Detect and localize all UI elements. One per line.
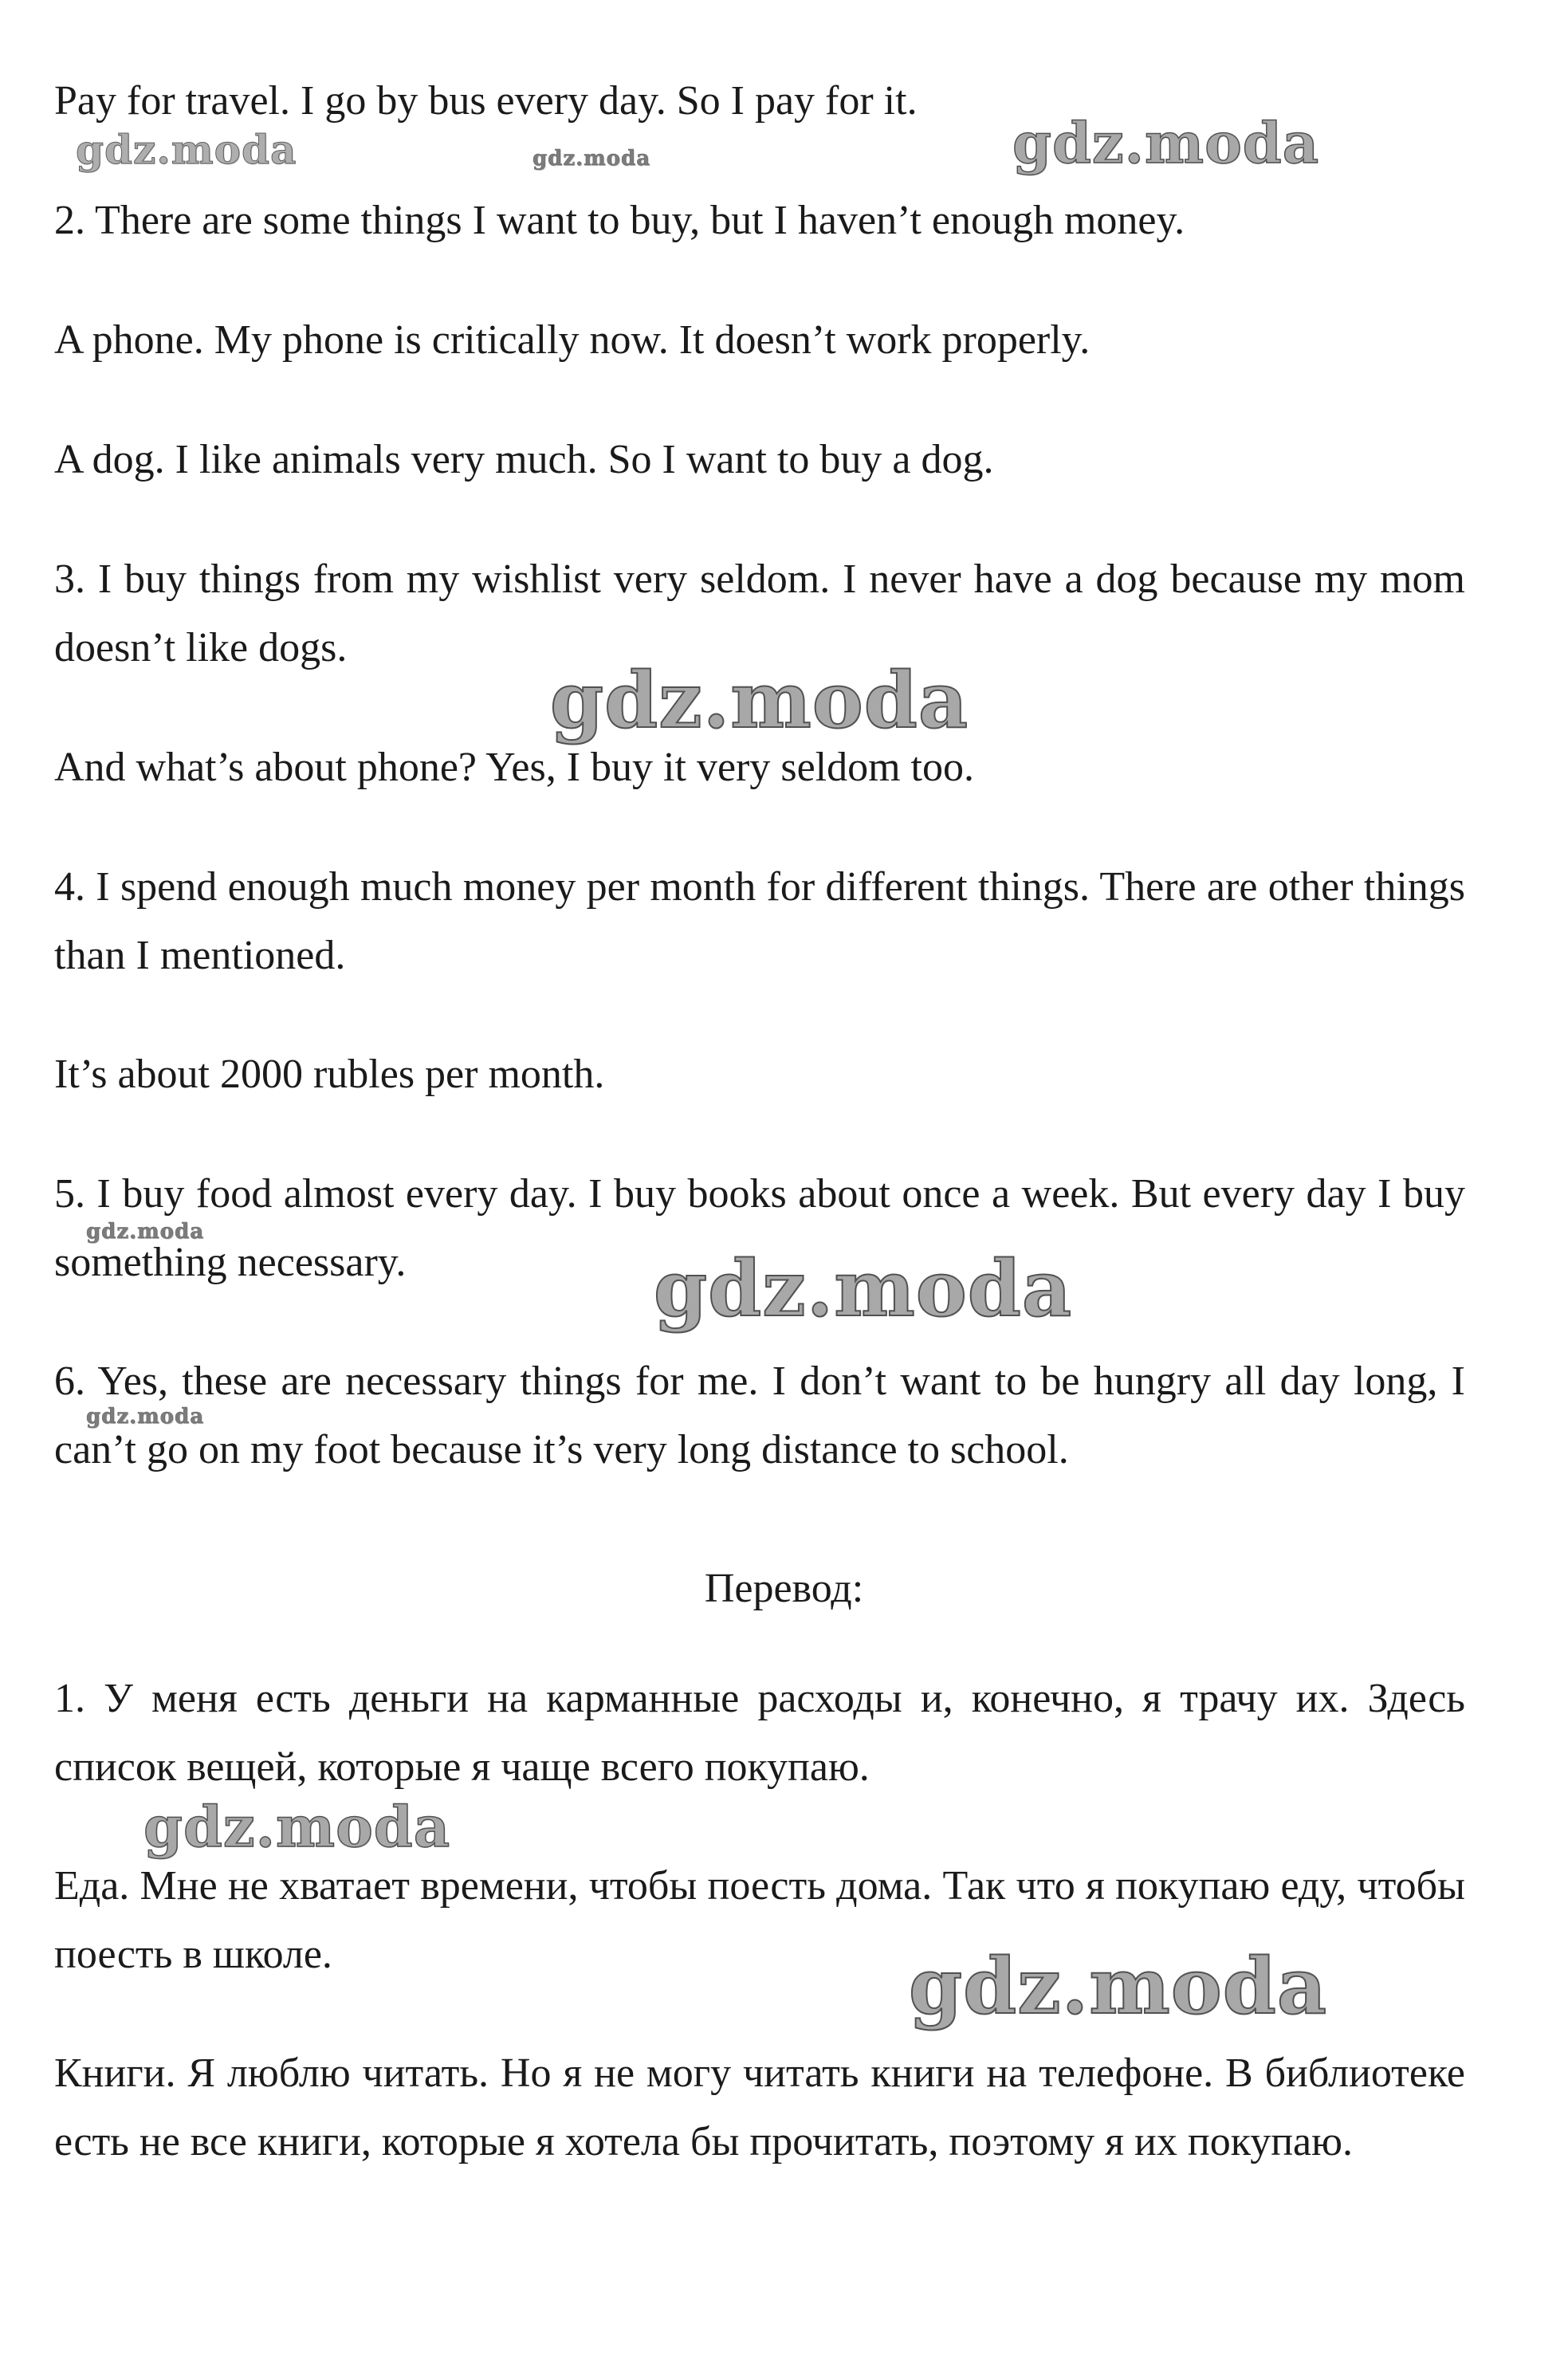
watermark: gdz.moda xyxy=(550,655,969,745)
paragraph-translation-books: Книги. Я люблю читать. Но я не могу читать книги на телефоне. В библиотеке есть не все книги, которые я хотела бы прочитать, поэтому я их покупаю. xyxy=(54,2050,1465,2164)
watermark: gdz.moda xyxy=(143,1794,451,1860)
paragraph-answer-4: 4. I spend enough much money per month for different things. There are other things than I mentioned. xyxy=(54,864,1465,978)
watermark: gdz.moda xyxy=(532,147,651,171)
watermark: gdz.moda xyxy=(76,126,297,173)
watermark: gdz.moda xyxy=(654,1244,1073,1334)
paragraph-answer-6: 6. Yes, these are necessary things for me. I don’t want to be hungry all day long, I can’t go on my foot because it’s very long distance to school. xyxy=(54,1358,1465,1472)
paragraph-translation-1: 1. У меня есть деньги на карманные расходы и, конечно, я трачу их. Здесь список вещей, которые я чаще всего покупаю. xyxy=(54,1676,1465,1790)
watermark: gdz.moda xyxy=(86,1220,205,1244)
watermark: gdz.moda xyxy=(1012,110,1320,176)
paragraph-phone: A phone. My phone is critically now. It doesn’t work properly. xyxy=(54,317,1091,363)
translation-heading: Перевод: xyxy=(704,1566,864,1611)
paragraph-translation-food: Еда. Мне не хватает времени, чтобы поесть дома. Так что я покупаю еду, чтобы поесть в школе. xyxy=(54,1863,1465,1977)
paragraph-pay-for-travel: Pay for travel. I go by bus every day. So I pay for it. xyxy=(54,78,918,124)
paragraph-answer-5: 5. I buy food almost every day. I buy books about once a week. But every day I buy something necessary. xyxy=(54,1171,1465,1285)
paragraph-dog: A dog. I like animals very much. So I want to buy a dog. xyxy=(54,437,994,482)
paragraph-answer-3: 3. I buy things from my wishlist very seldom. I never have a dog because my mom doesn’t like dogs. xyxy=(54,556,1465,670)
watermark: gdz.moda xyxy=(86,1405,205,1429)
paragraph-phone-seldom: And what’s about phone? Yes, I buy it very seldom too. xyxy=(54,745,975,790)
paragraph-rubles: It’s about 2000 rubles per month. xyxy=(54,1052,605,1097)
paragraph-answer-2: 2. There are some things I want to buy, but I haven’t enough money. xyxy=(54,198,1185,243)
watermark: gdz.moda xyxy=(909,1941,1328,2031)
